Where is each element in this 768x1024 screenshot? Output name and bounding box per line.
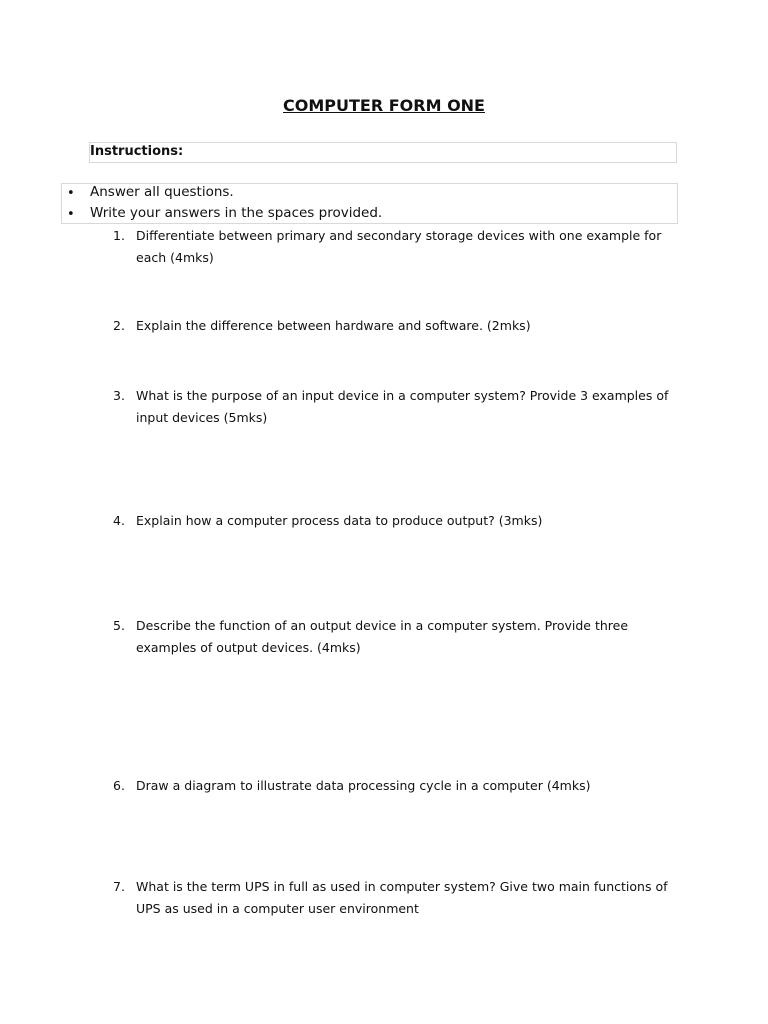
question-number: 5. bbox=[113, 618, 125, 633]
question-number: 1. bbox=[113, 228, 125, 243]
question-text: Explain how a computer process data to produce output? (3mks) bbox=[136, 513, 543, 528]
bullet-icon: • bbox=[67, 207, 75, 222]
question-text: Describe the function of an output device in a computer system. Provide three examples of output devices. (4mks) bbox=[136, 618, 629, 655]
question-number: 3. bbox=[113, 388, 125, 403]
instruction-item bbox=[0, 183, 768, 204]
question-number: 7. bbox=[113, 879, 125, 894]
instruction-item bbox=[0, 204, 768, 225]
question-text: What is the purpose of an input device in a computer system? Provide 3 examples of input devices (5mks) bbox=[136, 388, 669, 425]
question-number: 2. bbox=[113, 318, 125, 333]
question-text: Draw a diagram to illustrate data processing cycle in a computer (4mks) bbox=[136, 778, 591, 793]
document-title: COMPUTER FORM ONE bbox=[283, 96, 485, 115]
question-number: 4. bbox=[113, 513, 125, 528]
bullet-icon: • bbox=[67, 186, 75, 201]
question-text: Explain the difference between hardware and software. (2mks) bbox=[136, 318, 531, 333]
question-number: 6. bbox=[113, 778, 125, 793]
question-text: Differentiate between primary and secondary storage devices with one example for each (4mks) bbox=[136, 228, 662, 265]
question-text: What is the term UPS in full as used in computer system? Give two main functions of UPS as used in a computer user environment bbox=[136, 879, 668, 916]
instruction-text: Answer all questions. bbox=[90, 184, 234, 200]
instruction-text: Write your answers in the spaces provided. bbox=[90, 205, 383, 221]
instructions-label: Instructions: bbox=[90, 144, 184, 159]
